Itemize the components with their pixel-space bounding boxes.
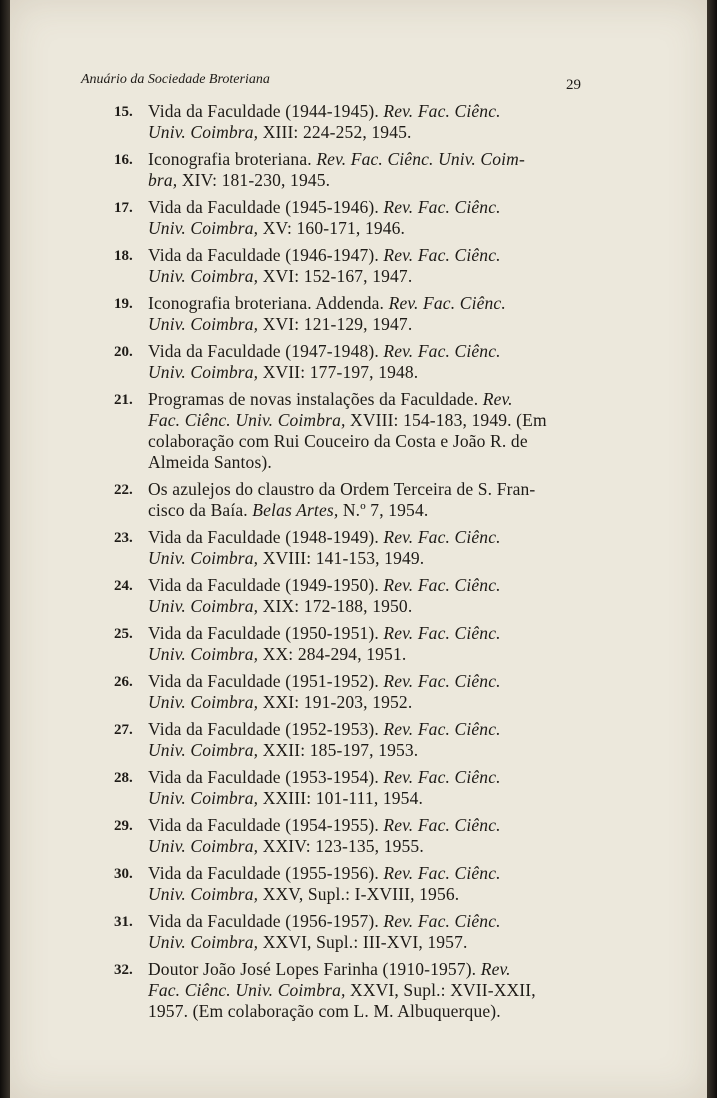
citation-text: Doutor João José Lopes Farinha (1910-1957). — [148, 959, 481, 979]
scan-border-left — [0, 0, 10, 1098]
entry-line — [148, 719, 578, 740]
citation-text: XVII: 177-197, 1948. — [258, 362, 419, 382]
citation-italic: Univ. Coimbra, — [148, 932, 259, 952]
citation-italic: Rev. Fac. Ciênc. — [383, 197, 501, 217]
entry-text — [148, 959, 578, 1022]
citation-text: XX: 284-294, 1951. — [258, 644, 407, 664]
entry-line — [148, 692, 578, 713]
entry-text — [148, 911, 578, 953]
entry-line — [148, 1001, 578, 1022]
entry-line — [148, 389, 578, 410]
citation-italic: Rev. Fac. Ciênc. — [383, 911, 501, 931]
citation-text: Vida da Faculdade (1955-1956). — [148, 863, 384, 883]
citation-italic: Univ. Coimbra, — [148, 836, 259, 856]
entry-text — [148, 479, 578, 521]
citation-text: Vida da Faculdade (1949-1950). — [148, 575, 384, 595]
citation-text: XXI: 191-203, 1952. — [258, 692, 413, 712]
bibliography-entry — [10, 245, 707, 287]
entry-text — [148, 767, 578, 809]
citation-text: Iconografia broteriana. — [148, 149, 317, 169]
citation-text: Vida da Faculdade (1952-1953). — [148, 719, 384, 739]
citation-text: XXV, Supl.: I-XVIII, 1956. — [258, 884, 460, 904]
entry-line — [148, 548, 578, 569]
entry-line — [148, 671, 578, 692]
bibliography-entry — [10, 623, 707, 665]
entry-line — [148, 575, 578, 596]
bibliography-entry — [10, 101, 707, 143]
citation-italic: Univ. Coimbra, — [148, 122, 259, 142]
citation-text: XXIV: 123-135, 1955. — [258, 836, 424, 856]
entry-line — [148, 266, 578, 287]
entry-line — [148, 527, 578, 548]
scan-border-right — [707, 0, 717, 1098]
entry-line — [148, 596, 578, 617]
entry-line — [148, 911, 578, 932]
entry-text — [148, 527, 578, 569]
citation-italic: Rev. Fac. Ciênc. — [383, 245, 501, 265]
bibliography-entry — [10, 767, 707, 809]
entry-line — [148, 836, 578, 857]
citation-text: XVI: 121-129, 1947. — [258, 314, 413, 334]
citation-text: colaboração com Rui Couceiro da Costa e João R. de — [148, 431, 528, 451]
citation-text: Vida da Faculdade (1954-1955). — [148, 815, 384, 835]
citation-text: XIII: 224-252, 1945. — [258, 122, 412, 142]
citation-italic: Rev. Fac. Ciênc. — [388, 293, 506, 313]
entry-line — [148, 362, 578, 383]
entry-text — [148, 719, 578, 761]
citation-italic: Rev. Fac. Ciênc. — [383, 767, 501, 787]
entry-line — [148, 863, 578, 884]
bibliography-entry — [10, 911, 707, 953]
entry-line — [148, 815, 578, 836]
entry-line — [148, 788, 578, 809]
citation-text: XVI: 152-167, 1947. — [258, 266, 413, 286]
entry-number: 28. — [114, 770, 133, 786]
entry-line — [148, 740, 578, 761]
citation-text: Programas de novas instalações da Faculdade. — [148, 389, 483, 409]
citation-italic: Rev. Fac. Ciênc. — [383, 623, 501, 643]
citation-italic: Rev. Fac. Ciênc. — [383, 575, 501, 595]
bibliography-entry — [10, 815, 707, 857]
citation-text: XXVI, Supl.: XVII-XXII, — [345, 980, 536, 1000]
citation-italic: Belas Artes, — [252, 500, 339, 520]
entry-line — [148, 122, 578, 143]
bibliography-entry — [10, 863, 707, 905]
entry-line — [148, 644, 578, 665]
entry-number: 26. — [114, 674, 133, 690]
entry-line — [148, 932, 578, 953]
entry-number: 23. — [114, 530, 133, 546]
citation-italic: Univ. Coimbra, — [148, 884, 259, 904]
entry-line — [148, 431, 578, 452]
citation-italic: Rev. Fac. Ciênc. Univ. Coim- — [316, 149, 525, 169]
entry-line — [148, 197, 578, 218]
entry-text — [148, 815, 578, 857]
entry-number: 18. — [114, 248, 133, 264]
citation-italic: Univ. Coimbra, — [148, 362, 259, 382]
entry-text — [148, 293, 578, 335]
citation-italic: Univ. Coimbra, — [148, 740, 259, 760]
entry-line — [148, 293, 578, 314]
entry-number: 32. — [114, 962, 133, 978]
citation-text: XXII: 185-197, 1953. — [258, 740, 419, 760]
citation-text: Vida da Faculdade (1950-1951). — [148, 623, 384, 643]
bibliography-entry — [10, 389, 707, 473]
entry-text — [148, 197, 578, 239]
entry-line — [148, 980, 578, 1001]
entry-number: 29. — [114, 818, 133, 834]
entry-number: 30. — [114, 866, 133, 882]
entry-number: 27. — [114, 722, 133, 738]
citation-text: Iconografia broteriana. Addenda. — [148, 293, 389, 313]
bibliography-entry — [10, 527, 707, 569]
entry-number: 15. — [114, 104, 133, 120]
entry-text — [148, 575, 578, 617]
entry-line — [148, 479, 578, 500]
entry-number: 17. — [114, 200, 133, 216]
bibliography-entry — [10, 959, 707, 1022]
citation-italic: Rev. Fac. Ciênc. — [383, 341, 501, 361]
entry-text — [148, 149, 578, 191]
citation-text: Almeida Santos). — [148, 452, 272, 472]
entry-number: 21. — [114, 392, 133, 408]
citation-italic: Univ. Coimbra, — [148, 788, 259, 808]
bibliography-entry — [10, 197, 707, 239]
entry-line — [148, 314, 578, 335]
citation-text: XXVI, Supl.: III-XVI, 1957. — [258, 932, 468, 952]
entry-text — [148, 245, 578, 287]
entry-text — [148, 623, 578, 665]
citation-italic: Rev. Fac. Ciênc. — [383, 815, 501, 835]
citation-text: Vida da Faculdade (1947-1948). — [148, 341, 384, 361]
bibliography-entry — [10, 719, 707, 761]
entry-number: 20. — [114, 344, 133, 360]
citation-italic: bra, — [148, 170, 178, 190]
entry-text — [148, 341, 578, 383]
entry-number: 31. — [114, 914, 133, 930]
citation-text: Vida da Faculdade (1953-1954). — [148, 767, 384, 787]
citation-text: XV: 160-171, 1946. — [258, 218, 406, 238]
entry-line — [148, 500, 578, 521]
bibliography-entry — [10, 149, 707, 191]
entry-line — [148, 623, 578, 644]
citation-italic: Rev. Fac. Ciênc. — [383, 719, 501, 739]
citation-italic: Rev. — [482, 389, 513, 409]
citation-text: XVIII: 154-183, 1949. (Em — [345, 410, 547, 430]
entry-text — [148, 671, 578, 713]
bibliography-entry — [10, 341, 707, 383]
citation-text: XVIII: 141-153, 1949. — [258, 548, 425, 568]
entry-number: 16. — [114, 152, 133, 168]
citation-italic: Univ. Coimbra, — [148, 266, 259, 286]
citation-text: cisco da Baía. — [148, 500, 253, 520]
citation-text: 1957. (Em colaboração com L. M. Albuquerque). — [148, 1001, 501, 1021]
bibliography-entry — [10, 671, 707, 713]
citation-italic: Rev. Fac. Ciênc. — [383, 101, 501, 121]
entry-number: 24. — [114, 578, 133, 594]
entry-line — [148, 452, 578, 473]
citation-text: XIV: 181-230, 1945. — [177, 170, 331, 190]
bibliography-entry — [10, 575, 707, 617]
citation-text: XIX: 172-188, 1950. — [258, 596, 413, 616]
citation-text: Vida da Faculdade (1946-1947). — [148, 245, 384, 265]
citation-italic: Rev. Fac. Ciênc. — [383, 527, 501, 547]
entry-line — [148, 410, 578, 431]
entry-number: 25. — [114, 626, 133, 642]
citation-italic: Rev. — [480, 959, 511, 979]
entry-line — [148, 245, 578, 266]
citation-text: XXIII: 101-111, 1954. — [258, 788, 424, 808]
entry-text — [148, 389, 578, 473]
entry-text — [148, 101, 578, 143]
citation-italic: Fac. Ciênc. Univ. Coimbra, — [148, 410, 346, 430]
citation-italic: Univ. Coimbra, — [148, 218, 259, 238]
citation-italic: Rev. Fac. Ciênc. — [383, 671, 501, 691]
citation-text: Vida da Faculdade (1951-1952). — [148, 671, 384, 691]
bibliography-entry — [10, 293, 707, 335]
citation-italic: Univ. Coimbra, — [148, 596, 259, 616]
citation-italic: Univ. Coimbra, — [148, 548, 259, 568]
entry-line — [148, 149, 578, 170]
citation-italic: Univ. Coimbra, — [148, 314, 259, 334]
citation-text: Vida da Faculdade (1948-1949). — [148, 527, 384, 547]
entry-line — [148, 218, 578, 239]
bibliography-list — [10, 101, 707, 1028]
citation-italic: Fac. Ciênc. Univ. Coimbra, — [148, 980, 346, 1000]
citation-text: Vida da Faculdade (1945-1946). — [148, 197, 384, 217]
entry-line — [148, 959, 578, 980]
citation-italic: Univ. Coimbra, — [148, 692, 259, 712]
entry-line — [148, 341, 578, 362]
citation-text: Vida da Faculdade (1944-1945). — [148, 101, 384, 121]
entry-line — [148, 101, 578, 122]
citation-italic: Univ. Coimbra, — [148, 644, 259, 664]
document-page — [10, 0, 707, 1098]
citation-text: Os azulejos do claustro da Ordem Terceira de S. Fran- — [148, 479, 536, 499]
entry-line — [148, 767, 578, 788]
bibliography-entry — [10, 479, 707, 521]
entry-line — [148, 884, 578, 905]
page-number: 29 — [566, 77, 581, 93]
running-head: Anuário da Sociedade Broteriana — [81, 72, 270, 87]
citation-text: N.º 7, 1954. — [338, 500, 429, 520]
entry-line — [148, 170, 578, 191]
entry-number: 19. — [114, 296, 133, 312]
citation-text: Vida da Faculdade (1956-1957). — [148, 911, 384, 931]
entry-number: 22. — [114, 482, 133, 498]
entry-text — [148, 863, 578, 905]
citation-italic: Rev. Fac. Ciênc. — [383, 863, 501, 883]
